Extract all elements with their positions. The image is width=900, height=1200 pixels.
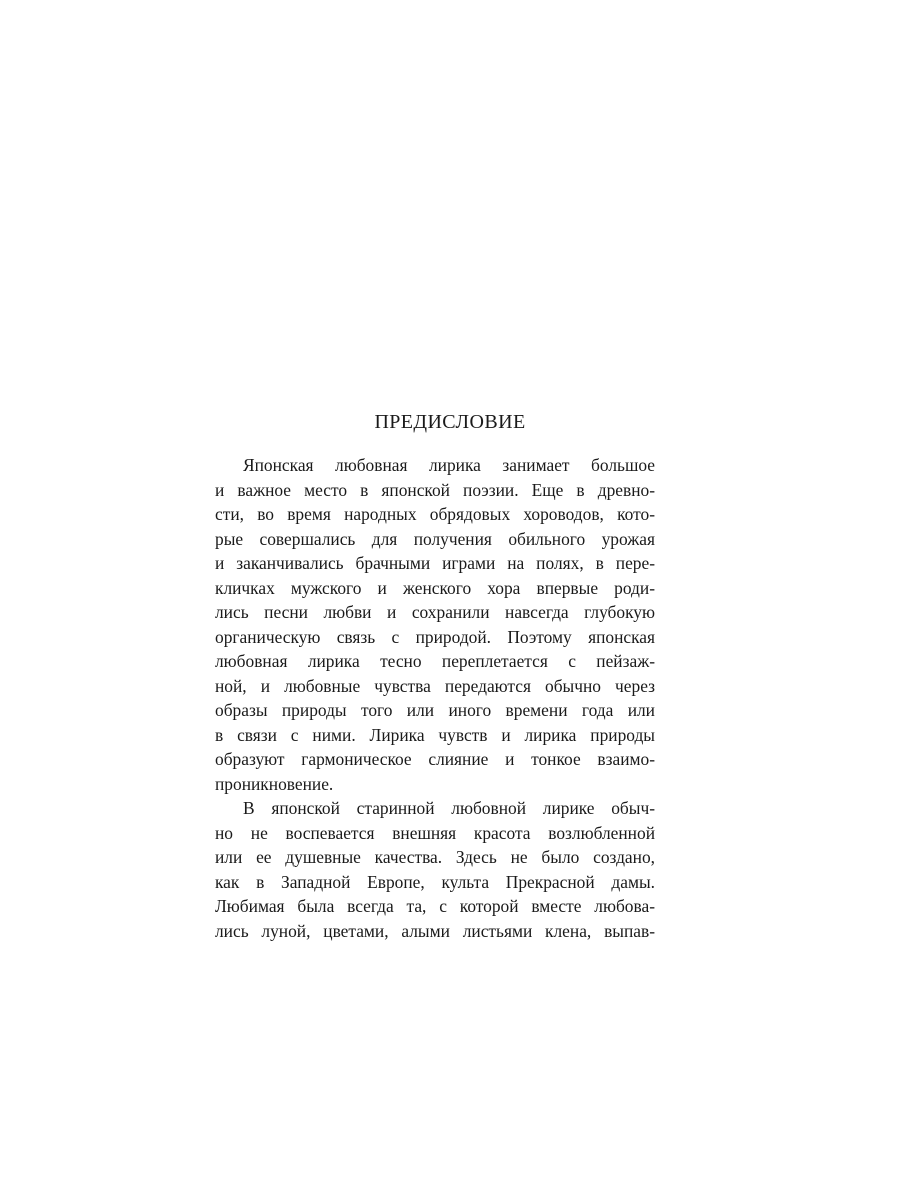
text-line: сти, во время народных обрядовых хороводов, кото- bbox=[215, 504, 655, 524]
text-line: рые совершались для получения обильного урожая bbox=[215, 528, 655, 549]
text-line: образы природы того или иного времени года или bbox=[215, 700, 655, 720]
text-line: органическую связь с природой. Поэтому японская bbox=[215, 626, 655, 647]
text-line: ной, и любовные чувства передаются обычно через bbox=[215, 675, 655, 696]
text-line: Любимая была всегда та, с которой вместе любова- bbox=[215, 896, 655, 916]
text-line: любовная лирика тесно переплетается с пейзаж- bbox=[215, 651, 655, 671]
text-line: лись песни любви и сохранили навсегда глубокую bbox=[215, 602, 655, 622]
text-line: В японской старинной любовной лирике обыч- bbox=[243, 798, 655, 818]
text-line: и важное место в японской поэзии. Еще в древно- bbox=[215, 479, 655, 500]
page-title: ПРЕДИСЛОВИЕ bbox=[374, 411, 526, 433]
text-line: проникновение. bbox=[215, 773, 334, 794]
paragraph-1 bbox=[215, 453, 655, 796]
text-line: или ее душевные качества. Здесь не было создано, bbox=[215, 847, 655, 867]
paragraph-2 bbox=[215, 796, 655, 943]
text-line: но не воспевается внешняя красота возлюбленной bbox=[215, 822, 655, 843]
text-line: кличках мужского и женского хора впервые роди- bbox=[215, 577, 655, 598]
text-line: и заканчивались брачными играми на полях, в пере- bbox=[215, 553, 655, 573]
text-line: Японская любовная лирика занимает большое bbox=[243, 455, 655, 475]
text-line: как в Западной Европе, культа Прекрасной дамы. bbox=[215, 871, 655, 892]
body-text bbox=[215, 453, 655, 943]
text-line: в связи с ними. Лирика чувств и лирика природы bbox=[215, 724, 655, 745]
text-line: образуют гармоническое слияние и тонкое взаимо- bbox=[215, 749, 655, 769]
text-line: лись луной, цветами, алыми листьями клена, выпав- bbox=[215, 920, 655, 941]
